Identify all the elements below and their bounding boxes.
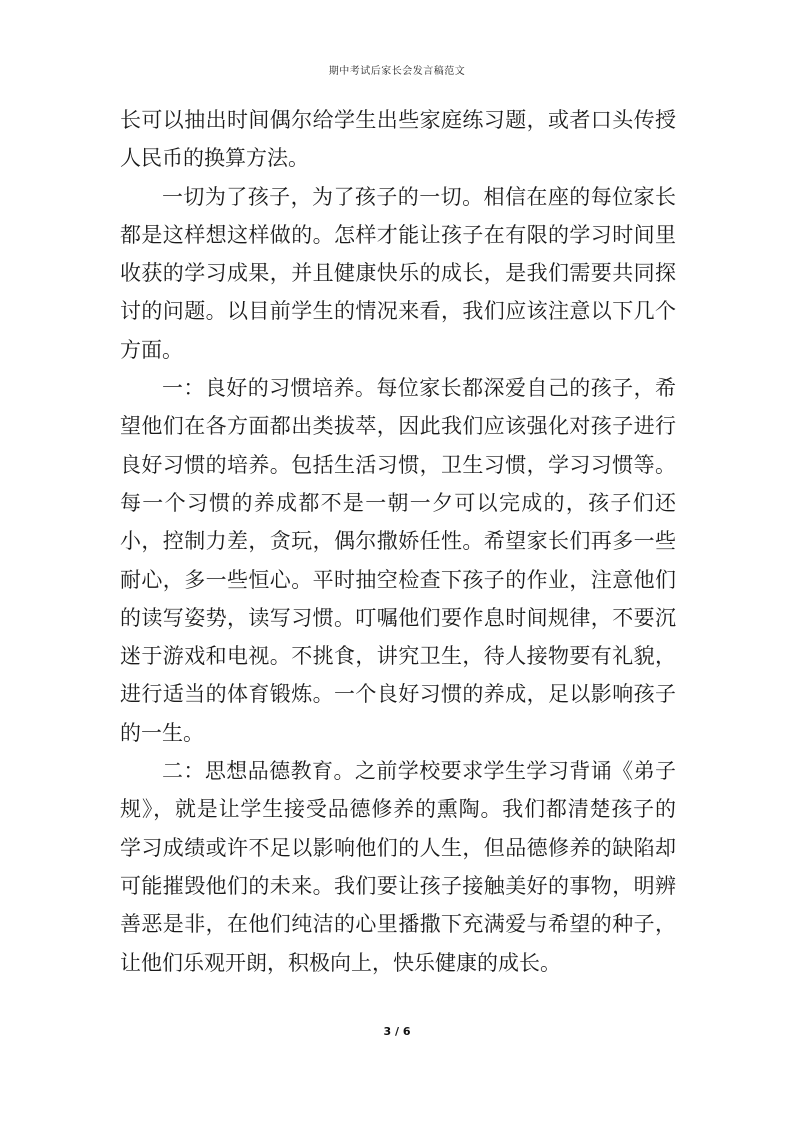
paragraph-intro: 一切为了孩子，为了孩子的一切。相信在座的每位家长都是这样想这样做的。怎样才能让孩子在有限的学习时间里收获的学习成果，并且健康快乐的成长，是我们需要共同探讨的问题。以目前学生的情况来看，我们应该注意以下几个方面。 bbox=[120, 184, 676, 362]
paragraph-habits: 一：良好的习惯培养。每位家长都深爱自己的孩子，希望他们在各方面都出类拔萃，因此我们应该强化对孩子进行良好习惯的培养。包括生活习惯，卫生习惯，学习习惯等。每一个习惯的养成都不是一朝一夕可以完成的，孩子们还小，控制力差，贪玩，偶尔撒娇任性。希望家长们再多一些耐心，多一些恒心。平时抽空检查下孩子的作业，注意他们的读写姿势，读写习惯。叮嘱他们要作息时间规律，不要沉迷于游戏和电视。不挑食，讲究卫生，待人接物要有礼貌，进行适当的体育锻炼。一个良好习惯的养成，足以影响孩子的一生。 bbox=[120, 376, 676, 745]
page-number: 3 / 6 bbox=[383, 1025, 411, 1038]
paragraph-continuation: 长可以抽出时间偶尔给学生出些家庭练习题，或者口头传授人民币的换算方法。 bbox=[120, 108, 676, 171]
document-body bbox=[120, 101, 676, 982]
paragraph-moral-education: 二：思想品德教育。之前学校要求学生学习背诵《弟子规》，就是让学生接受品德修养的熏陶。我们都清楚孩子的学习成绩或许不足以影响他们的人生，但品德修养的缺陷却可能摧毁他们的未来。我们要让孩子接触美好的事物，明辨善恶是非，在他们纯洁的心里播撒下充满爱与希望的种子，让他们乐观开朗，积极向上，快乐健康的成长。 bbox=[120, 759, 676, 975]
page-header-title: 期中考试后家长会发言稿范文 bbox=[328, 66, 466, 77]
